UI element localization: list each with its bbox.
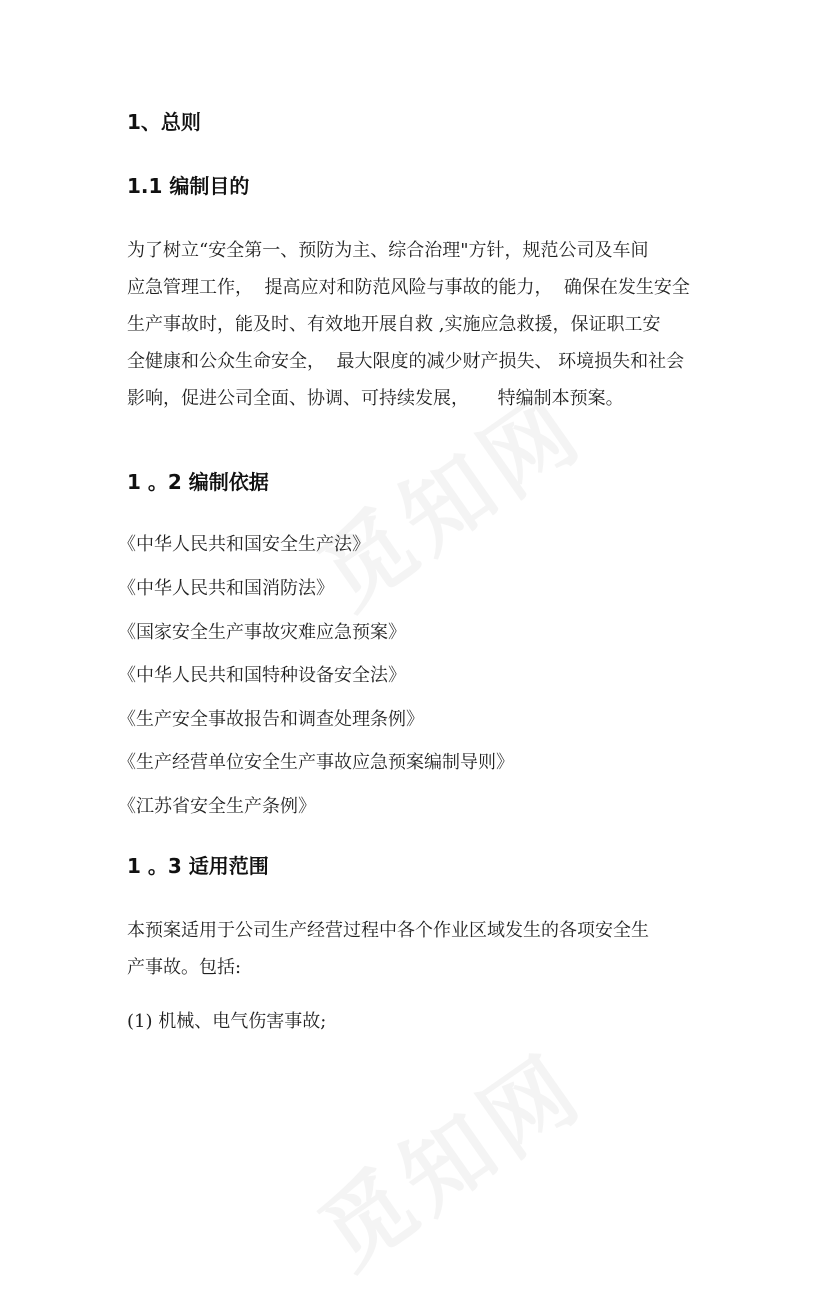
watermark (289, 1017, 604, 1292)
paragraph-line: 影响，促进公司全面、协调、可持续发展， 特编制本预案。 (127, 388, 624, 409)
section-1-heading: 1、总则 (127, 110, 201, 134)
paragraph-line: 全健康和公众生命安全， 最大限度的减少财产损失、 环境损失和社会 (127, 351, 685, 372)
reference-item: 《中华人民共和国安全生产法》 (118, 534, 370, 555)
paragraph-line: 为了树立“安全第一、预防为主、综合治理"方针，规范公司及车间 (127, 240, 649, 261)
reference-item: 《江苏省安全生产条例》 (118, 796, 316, 817)
paragraph-line: 产事故。包括: (127, 957, 242, 978)
reference-item: 《生产经营单位安全生产事故应急预案编制导则》 (118, 752, 514, 773)
section-1-1-paragraph (127, 232, 717, 417)
paragraph-line: 生产事故时，能及时、有效地开展自救 ,实施应急救援，保证职工安 (127, 314, 661, 335)
reference-item: 《中华人民共和国消防法》 (118, 578, 334, 599)
paragraph-line: 应急管理工作， 提高应对和防范风险与事故的能力， 确保在发生安全 (127, 277, 690, 298)
reference-item: 《国家安全生产事故灾难应急预案》 (118, 622, 406, 643)
section-1-3-heading: 1 。3 适用范围 (127, 854, 269, 878)
section-1-3-paragraph (127, 912, 717, 986)
list-item: (1) 机械、电气伤害事故; (127, 1011, 327, 1032)
paragraph-line: 本预案适用于公司生产经营过程中各个作业区域发生的各项安全生 (127, 920, 649, 941)
section-1-2-heading: 1 。2 编制依据 (127, 470, 269, 494)
reference-item: 《中华人民共和国特种设备安全法》 (118, 665, 406, 686)
section-1-1-heading: 1.1 编制目的 (127, 174, 250, 198)
reference-item: 《生产安全事故报告和调查处理条例》 (118, 709, 424, 730)
